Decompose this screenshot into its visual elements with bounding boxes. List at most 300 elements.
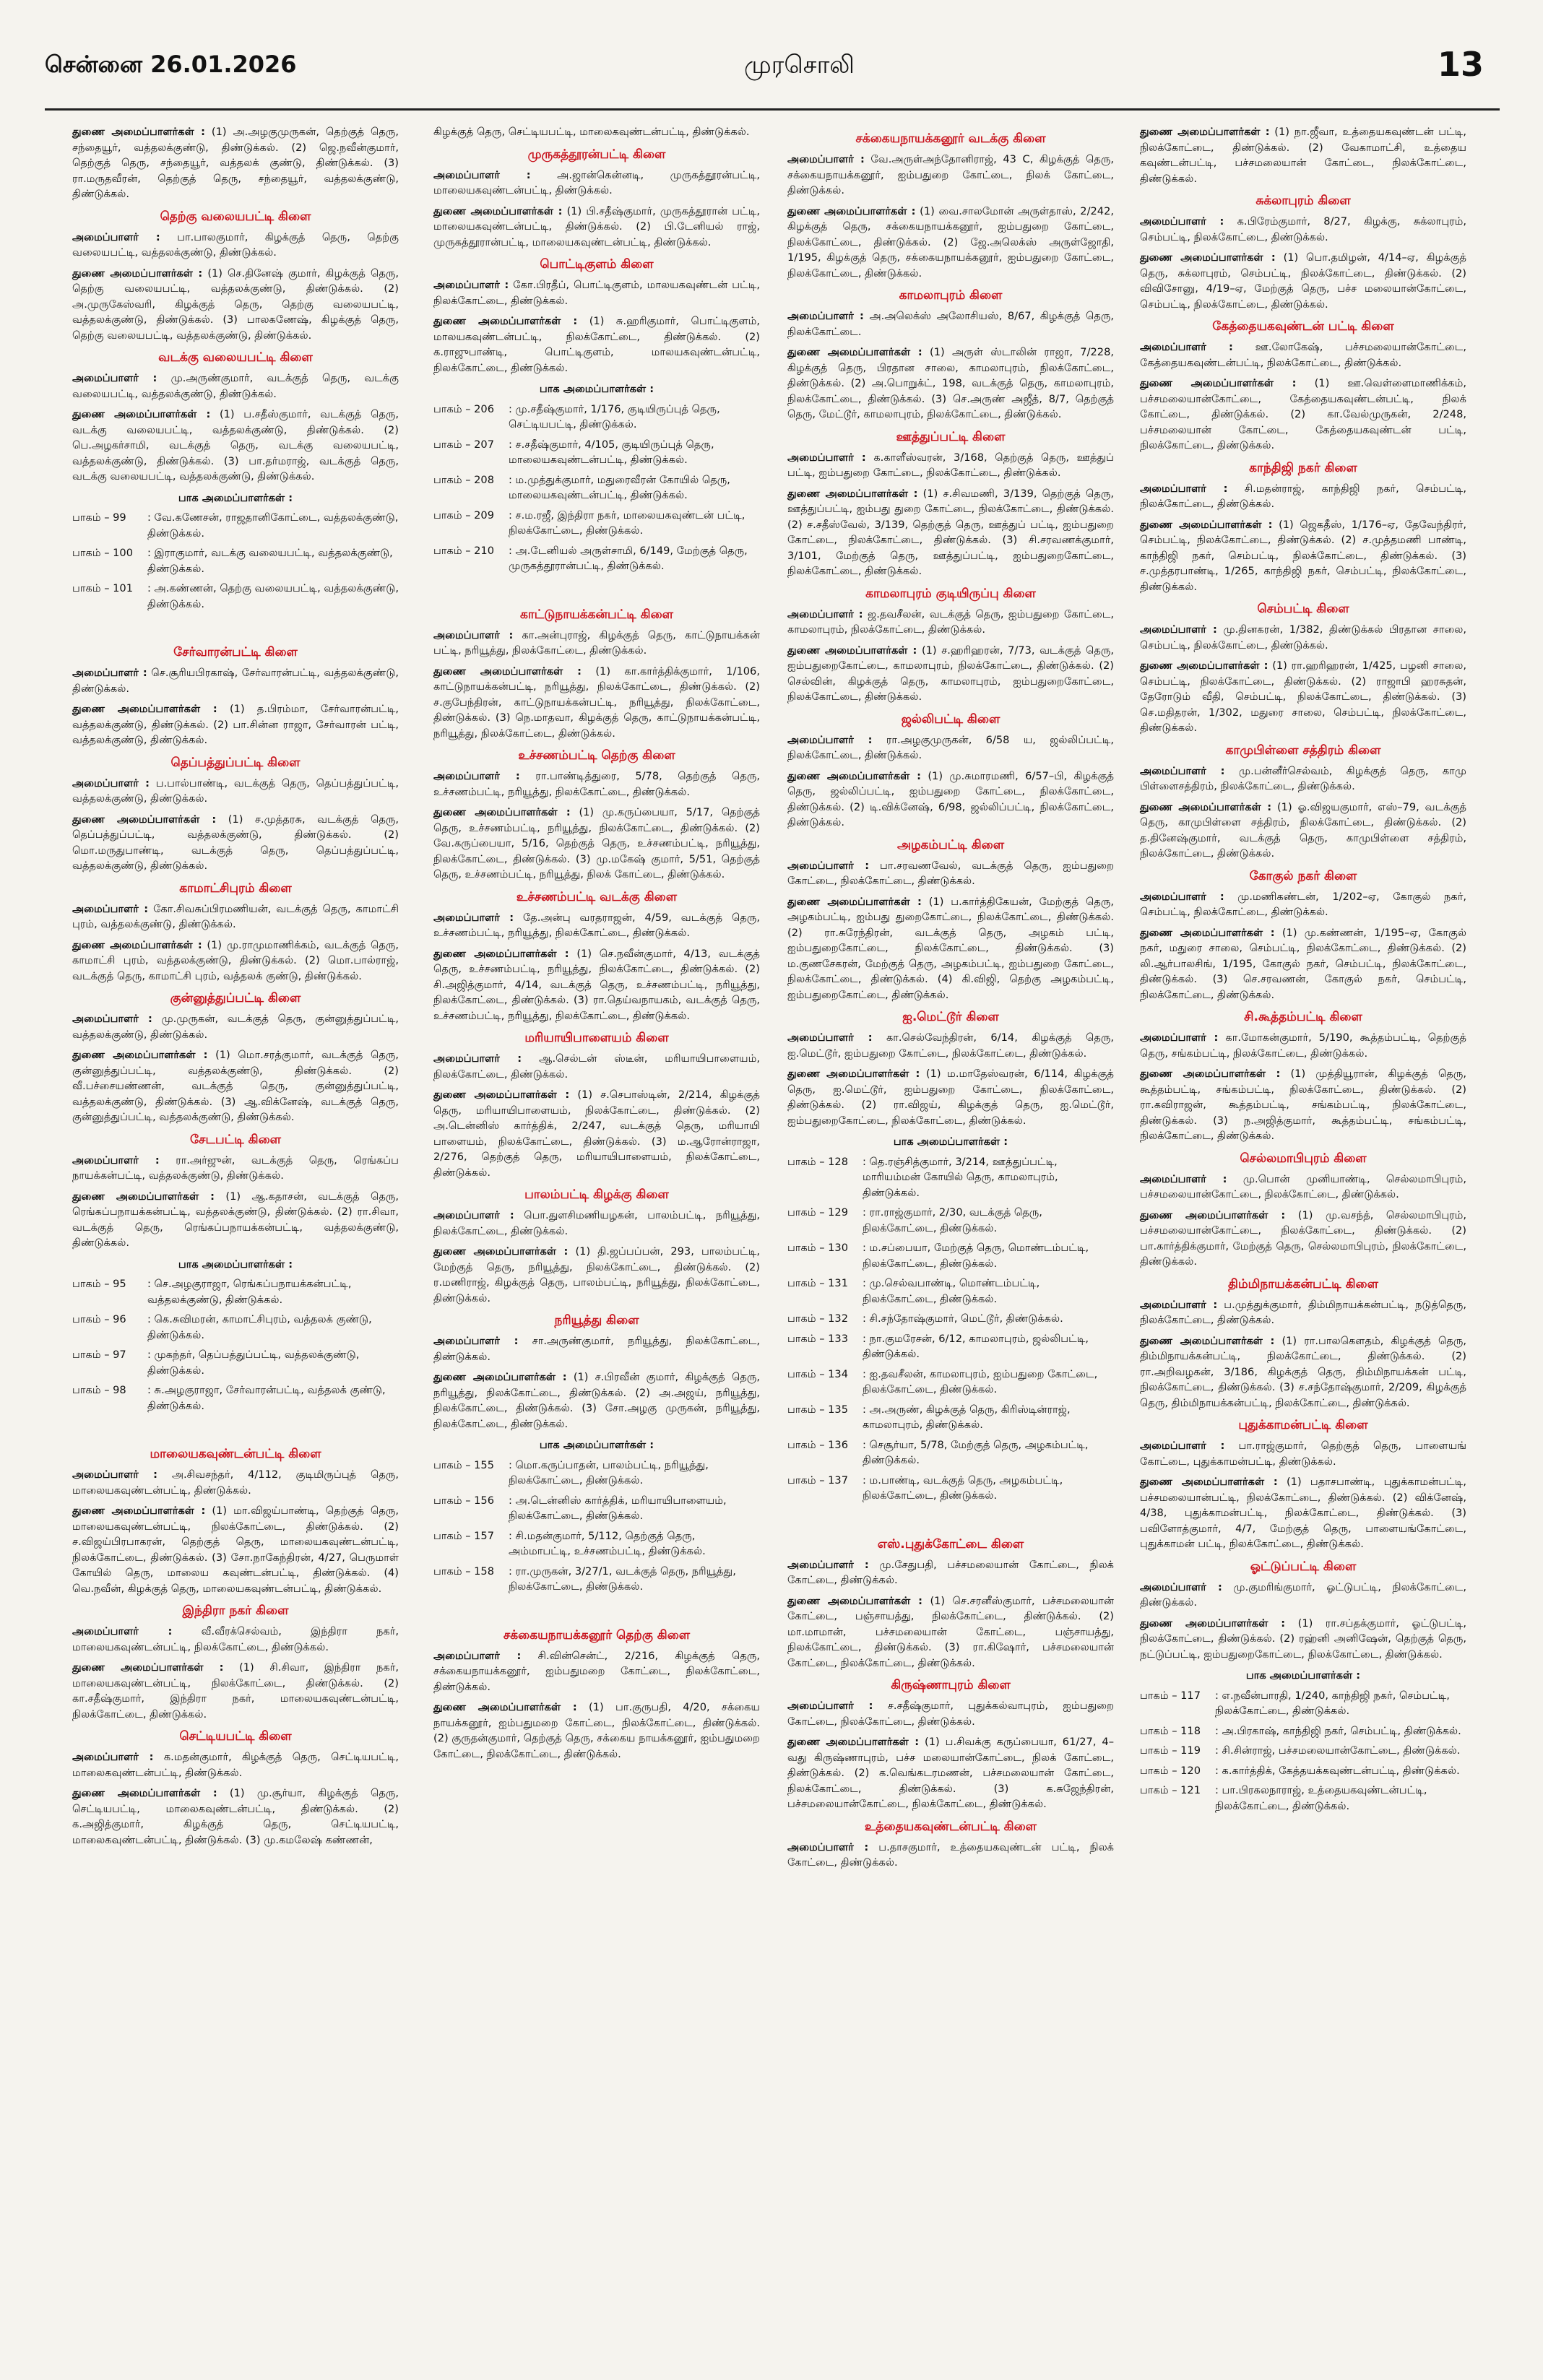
deputy-label: துணை அமைப்பாளர்கள் : (72, 1661, 224, 1674)
branch-title: கோகுல் நகர் கிளை (1249, 868, 1357, 883)
deputy-names: (1) ப.சதீஸ்குமார், வடக்குத் தெரு, வடக்கு வலையபட்டி, வத்தலக்குண்டு, திண்டுக்கல். (2) பெ.அழகர்சாமி, வடக்குத் தெரு, வடக்கு வலையபட்டி, வத்தலக்குண்டு, திண்டுக்கல். (3) பா.தர்மராஜ், வடக்குத் தெரு, வடக்கு வலையபட்டி, வத்தலக்குண்டு, திண்டுக்கல். (72, 408, 399, 483)
booth-number: பாகம் – 132 (787, 1312, 848, 1325)
booth-row (72, 1276, 399, 1312)
organizer-label: அமைப்பாளர் : (787, 1031, 873, 1044)
branch-section (433, 256, 760, 600)
booth-row (787, 1205, 1114, 1240)
branch-section (72, 1602, 399, 1722)
organizer-label: அமைப்பாளர் : (1140, 1298, 1218, 1311)
booth-row (787, 1331, 1114, 1367)
booth-number: பாகம் – 117 (1140, 1689, 1201, 1702)
branch-title: நரியூத்து கிளை (554, 1313, 639, 1328)
booth-row (787, 1311, 1114, 1331)
branch-section (433, 124, 760, 140)
deputy-organizers-entry (787, 894, 1114, 1003)
organizer-entry (72, 776, 399, 807)
deputy-label: துணை அமைப்பாளர்கள் : (433, 665, 582, 678)
booth-organizer: : அ.டென்னிஸ் கார்த்திக், மரியாயிபாளையம், நிலக்கோட்டை, திண்டுக்கல். (509, 1494, 727, 1522)
booth-number: பாகம் – 207 (433, 438, 494, 451)
booth-row (787, 1240, 1114, 1276)
organizer-label: அமைப்பாளர் : (787, 733, 873, 746)
deputy-label: துணை அமைப்பாளர்கள் : (72, 267, 203, 280)
branch-section (1140, 459, 1466, 595)
branch-section (72, 1445, 399, 1596)
organizer-label: அமைப்பாளர் : (433, 628, 514, 641)
booth-organizers-heading: பாக அமைப்பாளர்கள் : (539, 383, 654, 395)
organizer-label: அமைப்பாளர் : (433, 1052, 522, 1065)
deputy-organizers-entry (787, 486, 1114, 579)
booth-organizer: : சி.மதன்குமார், 5/112, தெற்குத் தெரு, அம்மாபட்டி, உச்சணம்பட்டி, திண்டுக்கல். (509, 1529, 706, 1557)
branch-section (1140, 192, 1466, 312)
deputy-names: (1) ப.கார்த்திகேயன், மேற்குத் தெரு, அழகம்பட்டி, ஐம்பது துறைகோட்டை, நிலக்கோட்டை, திண்டுக்கல். (2) ரா.சுரேந்திரன், வடக்குத் தெரு, அழகம் பட்டி, ஐம்பதுறைகோட்டை, நிலக்கோட்டை, திண்டுக்கல். (3) ம.குணசேகரன், மேற்குத் தெரு, அழகம்பட்டி, ஐம்பதுறை கோட்டை, நிலக்கோட்டை, திண்டுக்கல். (4) கி.விஜி, தெற்கு அழகம்பட்டி, ஐம்பதுறைகோட்டை, திண்டுக்கல். (787, 895, 1114, 1001)
booth-organizers-heading: பாக அமைப்பாளர்கள் : (1245, 1669, 1361, 1682)
organizer-name: ஜ.தவசீலன், வடக்குத் தெரு, ஐம்பதுறை கோட்டை, காமலாபுரம், நிலக்கோட்டை, திண்டுக்கல். (787, 607, 1115, 636)
organizer-label: அமைப்பாளர் : (787, 1700, 873, 1712)
branch-section (787, 711, 1114, 831)
deputy-label: துணை அமைப்பாளர்கள் : (433, 1245, 569, 1258)
organizer-entry (1140, 763, 1466, 795)
deputy-label: துணை அமைப்பாளர்கள் : (433, 1371, 567, 1383)
booth-number: பாகம் – 128 (787, 1155, 848, 1168)
deputy-names: (1) மொ.சரத்குமார், வடக்குத் தெரு, குன்னுத்துப்பட்டி, வத்தலக்குண்டு, திண்டுக்கல். (2) வீ.பச்சையண்ணன், வடக்குத் தெரு, குன்னுத்துப்பட்டி, வத்தலக்குண்டு, திண்டுக்கல். (3) ஆ.விக்னேஷ், வடக்குத் தெரு, குன்னுத்துப்பட்டி, வத்தலக்குண்டு, திண்டுக்கல். (72, 1049, 399, 1123)
organizer-name: ஊ.லோகேஷ், பச்சமலையான்கோட்டை, கேத்தையகவுண்டன்பட்டி, நிலக்கோட்டை, திண்டுக்கல். (1140, 341, 1466, 369)
booth-organizer: : ம.முத்துக்குமார், மதுரைவீரன் கோயில் தெரு, மாலையகவுண்டன்பட்டி, திண்டுக்கல். (509, 473, 730, 501)
organizer-entry (787, 308, 1114, 339)
deputy-organizers-entry (433, 805, 760, 883)
organizer-entry (1140, 214, 1466, 245)
booth-number: பாகம் – 210 (433, 544, 494, 557)
organizer-entry (1140, 622, 1466, 653)
deputy-names: (1) பி.சதீஷ்குமார், முருகத்தூரான் பட்டி, மாலையகவுண்டன்பட்டி, திண்டுக்கல். (2) பி.டேனியல் ராஜ், முருகத்தூரான்பட்டி, மாலையகவுண்டன்பட்டி, திண்டுக்கல். (433, 204, 761, 248)
deputy-names: (1) த.பிரம்மா, சேர்வாரன்பட்டி, வத்தலக்குண்டு, திண்டுக்கல். (2) பா.சின்ன ராஜா, சேர்வாரன் பட்டி, வத்தலக்குண்டு, திண்டுக்கல். (72, 703, 399, 746)
deputy-label: துணை அமைப்பாளர்கள் : (72, 126, 205, 138)
organizer-name: ப.தாசகுமார், உத்தையகவுண்டன் பட்டி, நிலக் கோட்டை, திண்டுக்கல். (787, 1840, 1115, 1869)
booth-number: பாகம் – 118 (1140, 1724, 1201, 1737)
header-rule (45, 108, 1500, 111)
organizer-name: சி.மதன்ராஜ், காந்திஜி நகர், செம்பட்டி, நிலக்கோட்டை, திண்டுக்கல். (1140, 482, 1467, 510)
organizer-name: சா.அருண்குமார், நரியூத்து, நிலக்கோட்டை, திண்டுக்கல். (433, 1335, 761, 1363)
organizer-entry (787, 1840, 1114, 1871)
branch-title: உச்சணம்பட்டி வடக்கு கிளை (516, 889, 678, 904)
branch-title: பொட்டிகுளம் கிளை (540, 257, 654, 272)
branch-title: காமாட்சிபுரம் கிளை (179, 880, 292, 896)
deputy-organizers-entry (433, 1087, 760, 1180)
branch-section (787, 1536, 1114, 1671)
branch-title: ஜல்லிபட்டி கிளை (901, 711, 1000, 727)
organizer-entry (1140, 481, 1466, 512)
organizer-name: கா.மோகன்குமார், 5/190, கூத்தம்பட்டி, தெற்குத் தெரு, சங்கம்பட்டி, நிலக்கோட்டை, திண்டுக்கல். (1140, 1031, 1466, 1060)
deputy-names: (1) தி.ஜப்பப்பன், 293, பாலம்பட்டி, மேற்குத் தெரு, நரியூத்து, நிலக்கோட்டை, திண்டுக்கல். (2) ர.மணிராஜ், கிழக்குத் தெரு, பாலம்பட்டி, நரியூத்து, நிலக்கோட்டை, திண்டுக்கல். (433, 1245, 761, 1304)
booth-organizer: : இராகுமார், வடக்கு வலையபட்டி, வத்தலக்குண்டு, திண்டுக்கல். (147, 547, 393, 575)
organizer-label: அமைப்பாளர் : (433, 168, 531, 181)
booth-number: பாகம் – 135 (787, 1403, 848, 1416)
deputy-organizers-entry (433, 664, 760, 742)
branch-title: சுக்லாபுரம் கிளை (1255, 194, 1351, 208)
deputy-organizers-entry (72, 124, 399, 202)
booth-organizer: : ம.பாண்டி, வடக்குத் தெரு, அழகம்பட்டி, நிலக்கோட்டை, திண்டுக்கல். (863, 1474, 1063, 1502)
organizer-label: அமைப்பாளர் : (1140, 623, 1217, 636)
deputy-names: (1) செ.தினேஷ் குமார், கிழக்குத் தெரு, தெற்கு வலையபட்டி, வத்தலக்குண்டு, திண்டுக்கல். (2) அ.முருகேஸ்வரி, கிழக்குத் தெரு, தெற்கு வலையபட்டி, வத்தலக்குண்டு, திண்டுக்கல். (3) பாலகணேஷ், கிழக்குத் தெரு, தெற்கு வலையபட்டி, வத்தலக்குண்டு, திண்டுக்கல். (72, 267, 399, 342)
organizer-name: ஆ.செல்டன் ஸ்டீன், மரியாயிபாளையம், நிலக்கோட்டை, திண்டுக்கல். (433, 1052, 761, 1081)
booth-organizer: : அ.டேனியல் அருள்சாமி, 6/149, மேற்குத் தெரு, முருகத்தூரான்பட்டி, திண்டுக்கல். (509, 544, 748, 572)
organizer-name: பா.சரவணவேல், வடக்குத் தெரு, ஐம்பதுறை கோட்டை, நிலக்கோட்டை, திண்டுக்கல். (787, 859, 1115, 887)
booth-number: பாகம் – 131 (787, 1277, 848, 1289)
organizer-entry (1140, 889, 1466, 920)
organizer-name: மு.குமரிங்குமார், ஓட்டுபட்டி, நிலக்கோட்டை, திண்டுக்கல். (1140, 1580, 1467, 1609)
deputy-names: (1) கா.கார்த்திக்குமார், 1/106, காட்டுநாயக்கன்பட்டி, நரியூத்து, நிலக்கோட்டை, திண்டுக்கல். (2) ச.குபேந்திரன், காட்டுநாயக்கன்பட்டி, நரியூத்து, நிலக்கோட்டை, திண்டுக்கல். (3) நெ.மாதவா, கிழக்குத் தெரு, காட்டுநாயக்கன்பட்டி, நரியூத்து, நிலக்கோட்டை, திண்டுக்கல். (433, 665, 760, 740)
branch-section (72, 880, 399, 985)
booth-number: பாகம் – 157 (433, 1529, 494, 1542)
booth-organizer: : அ.பிரகாஷ், காந்திஜி நகர், செம்பட்டி, திண்டுக்கல். (1215, 1724, 1461, 1737)
organizer-label: அமைப்பாளர் : (787, 607, 863, 620)
organizer-label: அமைப்பாளர் : (787, 1840, 869, 1853)
branch-section (1140, 1558, 1466, 1840)
booth-row (433, 543, 760, 579)
booth-table (72, 510, 399, 616)
booth-organizer: : அ.அருண், கிழக்குத் தெரு, கிரிஸ்டின்ராஜ், காமலாபுரம், திண்டுக்கல். (863, 1403, 1071, 1431)
branch-title: உத்தையகவுண்டன்பட்டி கிளை (864, 1819, 1037, 1834)
organizer-label: அமைப்பாளர் : (1140, 482, 1228, 495)
branch-title: புதுக்காமன்பட்டி கிளை (1238, 1418, 1368, 1432)
section-gap (433, 1604, 760, 1621)
deputy-organizers-entry (433, 946, 760, 1024)
booth-number: பாகம் – 95 (72, 1278, 126, 1290)
booth-row (433, 402, 760, 437)
organizer-name: கோ.பிரதீப், பொட்டிகுளம், மாலயகவுண்டன் பட்டி, நிலக்கோட்டை, திண்டுக்கல். (433, 279, 761, 307)
branch-section (1140, 124, 1466, 186)
organizer-label: அமைப்பாளர் : (72, 667, 147, 679)
branch-title: சேர்வாரன்பட்டி கிளை (173, 645, 298, 659)
branch-title: பாலம்பட்டி கிழக்கு கிளை (524, 1187, 669, 1202)
organizer-entry (433, 769, 760, 800)
booth-row (1140, 1688, 1466, 1723)
booth-row (433, 437, 760, 472)
organizer-name: ரா.அர்ஜுன், வடக்குத் தெரு, ரெங்கப்ப நாயக்கன்பட்டி, வத்தலக்குண்டு, திண்டுக்கல். (72, 1154, 399, 1182)
deputy-names: (1) ச.முத்தரசு, வடக்குத் தெரு, தெப்பத்துப்பட்டி, வத்தலக்குண்டு, திண்டுக்கல். (2) மொ.மருதுபாண்டி, வடக்குத் தெரு, தெப்பத்துப்பட்டி, வத்தலக்குண்டு, திண்டுக்கல். (72, 813, 399, 872)
booth-organizer: : கெ.சுவிமரன், காமாட்சிபுரம், வத்தலக் குண்டு, திண்டுக்கல். (147, 1313, 372, 1341)
deputy-names: (1) மு.வசந்த், செல்லமாபிபுரம், பச்சமலையான்கோட்டை, நிலக்கோட்டை, திண்டுக்கல். (2) பா.கார்த்திக்குமார், மேற்குத் தெரு, செல்லமாபிபுரம், நிலக்கோட்டை, திண்டுக்கல். (1140, 1208, 1466, 1268)
organizer-label: அமைப்பாளர் : (72, 1625, 173, 1637)
deputy-organizers-entry (787, 1734, 1114, 1812)
booth-table (72, 1276, 399, 1418)
column-4 (1140, 124, 1466, 1844)
booth-table (433, 1458, 760, 1599)
organizer-name: மு.பன்னீர்செல்வம், கிழக்குத் தெரு, காமு பிள்ளைசத்திரம், நிலக்கோட்டை, திண்டுக்கல். (1140, 764, 1467, 792)
booth-organizer: : வே.கணேசன், ராஜதானிகோட்டை, வத்தலக்குண்டு, திண்டுக்கல். (147, 511, 399, 540)
organizer-entry (72, 1153, 399, 1184)
organizer-entry (787, 858, 1114, 889)
booth-number: பாகம் – 133 (787, 1332, 848, 1345)
organizer-name: பொ.துளசிமணியழகன், பாலம்பட்டி, நரியூத்து, நிலக்கோட்டை, திண்டுக்கல். (433, 1209, 761, 1237)
branch-section (72, 124, 399, 202)
branch-title: கேத்தையகவுண்டன் பட்டி கிளை (1212, 319, 1394, 334)
booth-number: பாகம் – 119 (1140, 1744, 1201, 1757)
branch-title: வடக்கு வலையபட்டி கிளை (158, 350, 313, 365)
organizer-label: அமைப்பாளர் : (1140, 215, 1224, 228)
deputy-label: துணை அமைப்பாளர்கள் : (72, 1505, 206, 1517)
deputy-names: (1) ஜெகதீஸ், 1/176–ஏ, தேவேந்திரர், செம்பட்டி, நிலக்கோட்டை, திண்டுக்கல். (2) ச.முத்தமணி பாண்டி, காந்திஜி நகர், செம்பட்டி, நிலக்கோட்டை, திண்டுக்கல். (3) ச.முத்தரபாண்டி, 1/265, காந்திஜி நகர், செம்பட்டி, நிலக்கோட்டை, திண்டுக்கல். (1140, 518, 1466, 593)
organizer-label: அமைப்பாளர் : (72, 902, 149, 915)
branch-section (787, 836, 1114, 1003)
organizer-label: அமைப்பாளர் : (1140, 1031, 1219, 1044)
organizer-label: அமைப்பாளர் : (433, 1335, 519, 1347)
deputy-organizers-entry (1140, 800, 1466, 862)
deputy-label: துணை அமைப்பாளர்கள் : (1140, 1617, 1286, 1630)
branch-title: செம்பட்டி கிளை (1257, 602, 1349, 616)
organizer-entry (1140, 1580, 1466, 1611)
organizer-name: ரா.அழகுமுருகன், 6/58 ய, ஜல்லிப்பட்டி, நிலக்கோட்டை, திண்டுக்கல். (787, 733, 1114, 761)
deputy-label: துணை அமைப்பாளர்கள் : (72, 1190, 215, 1203)
branch-section (1140, 1150, 1466, 1270)
booth-organizers-heading: பாக அமைப்பாளர்கள் : (539, 1439, 654, 1451)
deputy-names: (1) ஆ.கதாசன், வடக்குத் தெரு, ரெங்கப்பநாயக்கன்பட்டி, வத்தலக்குண்டு, திண்டுக்கல். (2) ரா.சிவா, வடக்குத் தெரு, ரெங்கப்பநாயக்கன்பட்டி, வத்தலக்குண்டு, திண்டுக்கல். (72, 1190, 399, 1249)
organizer-label: அமைப்பாளர் : (72, 230, 160, 243)
organizer-entry (433, 1648, 760, 1695)
deputy-label: துணை அமைப்பாளர்கள் : (787, 895, 922, 908)
organizer-name: கோ.சிவசுப்பிரமணியன், வடக்குத் தெரு, காமாட்சி புரம், வத்தலக்குண்டு, திண்டுக்கல். (72, 902, 399, 930)
organizer-label: அமைப்பாளர் : (433, 1209, 514, 1221)
deputy-label: துணை அமைப்பாளர்கள் : (787, 346, 922, 358)
deputy-organizers-entry (1140, 658, 1466, 736)
page-number: 13 (1438, 45, 1484, 84)
deputy-names: (1) மா.விஜய்பாண்டி, தெற்குத் தெரு, மாலையகவுண்டன்பட்டி, நிலக்கோட்டை, திண்டுக்கல். (2) ச.விஜய்பிரபாகரன், தெற்குத் தெரு, மாலையகவுண்டன்பட்டி, நிலக்கோட்டை, திண்டுக்கல். (3) சோ.நாகேந்திரன், 4/27, பெருமாள் கோயில் தெரு, மாலைய கவுண்டன்பட்டி, திண்டுக்கல். (4) வெ.நவீன், கிழக்குத் தெரு, மாலையகவுண்டன்பட்டி, திண்டுக்கல். (72, 1505, 399, 1595)
branch-title: இந்திரா நகர் கிளை (182, 1604, 289, 1618)
organizer-name: மு.முருகன், வடக்குத் தெரு, குன்னுத்துப்பட்டி, வத்தலக்குண்டு, திண்டுக்கல். (72, 1013, 399, 1041)
booth-organizer: : பா.பிரகலநாராஜ், உத்தையகவுண்டன்பட்டி, நிலக்கோட்டை, திண்டுக்கல். (1215, 1784, 1427, 1812)
deputy-organizers-entry (72, 1660, 399, 1722)
branch-title: ஓட்டுப்பட்டி கிளை (1250, 1559, 1357, 1574)
branch-title: தெற்கு வலையபட்டி கிளை (160, 209, 311, 224)
organizer-entry (1140, 1030, 1466, 1061)
organizer-name: மு.அருண்குமார், வடக்குத் தெரு, வடக்கு வலையபட்டி, வத்தலக்குண்டு, திண்டுக்கல். (72, 372, 399, 400)
branch-section (72, 1131, 399, 1440)
booth-organizer: : ச.சதீஷ்குமார், 4/105, குடியிருப்புத் தெரு, மாலையகவுண்டன்பட்டி, திண்டுக்கல். (509, 438, 714, 466)
organizer-name: செ.சூரியபிரகாஷ், சேர்வாரன்பட்டி, வத்தலக்குண்டு, திண்டுக்கல். (72, 667, 399, 695)
deputy-organizers-entry (72, 701, 399, 748)
booth-row (72, 510, 399, 545)
booth-number: பாகம் – 156 (433, 1494, 494, 1507)
deputy-organizers-entry (72, 938, 399, 985)
section-gap (72, 1422, 399, 1440)
booth-number: பாகம் – 97 (72, 1349, 126, 1361)
booth-number: பாகம் – 98 (72, 1384, 126, 1396)
branch-section (787, 1008, 1114, 1530)
booth-organizer: : செசூர்யா, 5/78, மேற்குத் தெரு, அழகம்பட்டி, திண்டுக்கல். (863, 1438, 1089, 1466)
deputy-names: (1) மு.ராமுமாணிக்கம், வடக்குத் தெரு, காமாட்சி புரம், வத்தலக்குண்டு, திண்டுக்கல். (2) மொ.பால்ராஜ், வடக்குத் தெரு, காமாட்சி புரம், வத்தலக் குண்டு, திண்டுக்கல். (72, 938, 399, 982)
deputy-label: துணை அமைப்பாளர்கள் : (72, 1787, 217, 1799)
deputy-organizers-entry (787, 345, 1114, 423)
branch-title: முருகத்தூரன்பட்டி கிளை (527, 147, 666, 162)
booth-table (1140, 1688, 1466, 1819)
organizer-name: ப.பால்பாண்டி, வடக்குத் தெரு, தெப்பத்துப்பட்டி, வத்தலக்குண்டு, திண்டுக்கல். (72, 776, 399, 805)
deputy-organizers-entry (433, 1369, 760, 1432)
deputy-names: (1) ச.சிவமணி, 3/139, தெற்குத் தெரு, ஊத்துப்பட்டி, ஐம்பது துறை கோட்டை, நிலக்கோட்டை, திண்டுக்கல். (2) ச.சதீஸ்வேல், 3/139, தெற்குத் தெரு, ஊத்துப் பட்டி, ஐம்பதுறை கோட்டை, நிலக்கோட்டை, திண்டுக்கல். (3) சி.சரவணக்குமார், 3/101, மேற்குத் தெரு, ஊத்துப்பட்டி, ஐம்பதுறைகோட்டை, நிலக்கோட்டை, திண்டுக்கல். (787, 487, 1115, 577)
deputy-names: (1) பா.குருபதி, 4/20, சக்கைய நாயக்கனூர், ஐம்பதுமறை கோட்டை, நிலக்கோட்டை, திண்டுக்கல். (2) குருதன்குமார், தெற்குத் தெரு, சக்கைய நாயக்கனூர், ஐம்பதுமறை கோட்டை, நிலக்கோட்டை, திண்டுக்கல். (433, 1701, 760, 1760)
deputy-organizers-entry (433, 1700, 760, 1762)
organizer-label: அமைப்பாளர் : (72, 1154, 160, 1167)
branch-title: செட்டியபட்டி கிளை (179, 1729, 292, 1744)
branch-title: காட்டுநாயக்கன்பட்டி கிளை (519, 607, 674, 622)
organizer-entry (72, 371, 399, 402)
booth-row (787, 1367, 1114, 1402)
deputy-names: (1) ரா.சப்தக்குமார், ஓட்டுபட்டி, நிலக்கோட்டை, திண்டுக்கல். (2) ரஹ்னி அனிஷேன், தெற்குத் தெரு, நட்டுப்பட்டி, ஐம்பதுறைகோட்டை, நிலக்கோட்டை, திண்டுக்கல். (1140, 1617, 1466, 1661)
deputy-organizers-entry (1140, 250, 1466, 312)
deputy-organizers-entry (1140, 376, 1466, 454)
deputy-names: (1) வை.சாலமோன் அருள்தாஸ், 2/242, கிழக்குத் தெரு, சக்கையநாயக்கனூர், ஐம்பதுறை கோட்டை, நிலக்கோட்டை, திண்டுக்கல். (2) ஜே.அலெக்ஸ் அருள்ஜோதி, 1/195, கிழக்குத் தெரு, சக்கையநாயக்கனூர், ஐம்பதுறை கோட்டை, நிலக்கோட்டை, திண்டுக்கல். (787, 204, 1115, 280)
booth-row (787, 1276, 1114, 1311)
organizer-entry (787, 450, 1114, 481)
column-2 (433, 124, 760, 1767)
branch-title: மரியாயிபாளையம் கிளை (524, 1031, 669, 1045)
booth-organizer: : க.கார்த்திக், கேத்தயக்கவுண்டன்பட்டி, திண்டுக்கல். (1215, 1764, 1460, 1777)
branch-section (72, 1728, 399, 1848)
branch-section (1140, 742, 1466, 862)
deputy-names: (1) மு.சூர்யா, கிழக்குத் தெரு, செட்டியபட்டி, மாலைகவுண்டன்பட்டி, திண்டுக்கல். (2) க.அஜித்குமார், கிழக்குத் தெரு, செட்டியபட்டி, மாலைகவுண்டன்பட்டி, திண்டுக்கல். (3) மு.கமலேஷ் கண்ணன், (72, 1787, 399, 1846)
booth-number: பாகம் – 134 (787, 1367, 848, 1380)
booth-organizer: : ரா.முருகன், 3/27/1, வடக்குத் தெரு, நரியூத்து, நிலக்கோட்டை, திண்டுக்கல். (509, 1565, 736, 1593)
branch-title: அழகம்பட்டி கிளை (896, 837, 1005, 852)
organizer-entry (433, 1051, 760, 1082)
branch-section (72, 990, 399, 1125)
booth-organizer: : மொ.கருப்பாதன், பாலம்பட்டி, நரியூத்து, நிலக்கோட்டை, திண்டுக்கல். (509, 1458, 709, 1487)
branch-section (433, 888, 760, 1024)
section-gap (1140, 1822, 1466, 1840)
branch-section (1140, 1008, 1466, 1144)
deputy-organizers-entry (1140, 1066, 1466, 1144)
organizer-entry (72, 1011, 399, 1042)
booth-table (787, 1154, 1114, 1508)
deputy-organizers-entry (1140, 1616, 1466, 1663)
booth-number: பாகம் – 206 (433, 402, 494, 415)
booth-organizer: : ம.சப்பையா, மேற்குத் தெரு, மொண்டம்பட்டி, நிலக்கோட்டை, திண்டுக்கல். (863, 1242, 1089, 1270)
organizer-label: அமைப்பாளர் : (72, 1468, 157, 1481)
booth-number: பாகம் – 99 (72, 511, 126, 524)
deputy-organizers-entry (72, 812, 399, 874)
organizer-name: ரா.பாண்டித்துரை, 5/78, தெற்குத் தெரு, உச்சணம்பட்டி, நரியூத்து, நிலக்கோட்டை, திண்டுக்கல். (433, 770, 760, 798)
booth-number: பாகம் – 158 (433, 1565, 494, 1578)
deputy-names: (1) ரா.ஹரிஹரன், 1/425, பழனி சாலை, செம்பட்டி, நிலக்கோட்டை, திண்டுக்கல். (2) ராஜாபி ஹரசுதன், தேரோடும் வீதி, செம்பட்டி, நிலக்கோட்டை, திண்டுக்கல். (3) செ.மதிதரன், 1/302, மதுரை சாலை, செம்பட்டி, நிலக்கோட்டை, திண்டுக்கல். (1140, 659, 1466, 734)
organizer-label: அமைப்பாளர் : (1140, 1440, 1225, 1452)
booth-organizer: : ஐ.தவசீலன், காமலாபுரம், ஐம்பதுறை கோட்டை, நிலக்கோட்டை, திண்டுக்கல். (863, 1367, 1098, 1395)
deputy-label: துணை அமைப்பாளர்கள் : (1140, 800, 1272, 813)
deputy-label: துணை அமைப்பாளர்கள் : (433, 947, 569, 960)
deputy-organizers-entry (787, 769, 1114, 831)
organizer-name: கா.அன்புராஜ், கிழக்குத் தெரு, காட்டுநாயக்கன் பட்டி, நரியூத்து, நிலக்கோட்டை, திண்டுக்கல். (433, 628, 760, 657)
deputy-organizers-entry (433, 313, 760, 376)
deputy-label: துணை அமைப்பாளர்கள் : (1140, 518, 1273, 531)
masthead (0, 0, 1543, 87)
organizer-entry (1140, 339, 1466, 371)
organizer-entry (787, 607, 1114, 638)
organizer-name: பா.ராஜ்குமார், தெற்குத் தெரு, பாளையங் கோட்டை, புதுக்காமன்பட்டி, திண்டுக்கல். (1140, 1440, 1466, 1468)
booth-organizer: : மு.செல்வபாண்டி, மொண்டம்பட்டி, நிலக்கோட்டை, திண்டுக்கல். (863, 1277, 1040, 1305)
booth-number: பாகம் – 100 (72, 547, 133, 559)
deputy-label: துணை அமைப்பாளர்கள் : (1140, 126, 1270, 138)
branch-title: கிருஷ்ணாபுரம் கிளை (891, 1678, 1011, 1692)
organizer-label: அமைப்பாளர் : (787, 310, 864, 322)
deputy-organizers-entry (1140, 124, 1466, 186)
booth-organizer: : தெ.ரஞ்சித்குமார், 3/214, ஊத்துப்பட்டி, மாரியம்மன் கோயில் தெரு, காமலாபுரம், திண்டுக்கல். (863, 1155, 1058, 1199)
newspaper-name: முரசொலி (744, 51, 855, 79)
deputy-names: (1) ச.பிரவீன் குமார், கிழக்குத் தெரு, நரியூத்து, நிலக்கோட்டை, திண்டுக்கல். (2) அ.அஜய், நரியூத்து, நிலக்கோட்டை, திண்டுக்கல். (3) சோ.அழகு முருகன், நரியூத்து, நிலக்கோட்டை, திண்டுக்கல். (433, 1371, 760, 1430)
branch-title: ஊத்துப்பட்டி கிளை (896, 429, 1006, 444)
organizer-label: அமைப்பாளர் : (787, 451, 866, 464)
branch-section (433, 1186, 760, 1306)
organizer-entry (72, 1624, 399, 1655)
section-gap (787, 1513, 1114, 1530)
booth-number: பாகம் – 120 (1140, 1764, 1201, 1777)
booth-number: பாகம் – 96 (72, 1313, 126, 1325)
organizer-name: கா.செல்வேந்திரன், 6/14, கிழக்குத் தெரு, ஐ.மெட்டூர், ஐம்பதுறை கோட்டை, நிலக்கோட்டை, திண்டுக்கல். (787, 1031, 1115, 1060)
booth-row (433, 508, 760, 543)
booth-organizer: : சி.சின்ராஜ், பச்சமலையான்கோட்டை, திண்டுக்கல். (1215, 1744, 1461, 1757)
deputy-label: துணை அமைப்பாளர்கள் : (433, 204, 563, 217)
organizer-label: அமைப்பாளர் : (787, 859, 870, 872)
booth-row (1140, 1743, 1466, 1763)
booth-organizer: : மு.சதீஷ்குமார், 1/176, குடியிருப்புத் தெரு, செட்டியபட்டி, திண்டுக்கல். (509, 402, 720, 430)
edition-date: சென்னை 26.01.2026 (45, 51, 297, 78)
organizer-name: பா.பாலகுமார், கிழக்குத் தெரு, தெற்கு வலையபட்டி, வத்தலக்குண்டு, திண்டுக்கல். (72, 230, 399, 259)
deputy-names: (1) ப.சிவக்கு கருப்பையா, 61/27, 4–வது கிருஷ்ணாபுரம், பச்ச மலையான்கோட்டை, நிலக் கோட்டை, திண்டுக்கல். (2) க.வெங்கடரமணன், பச்சமலையான் கோட்டை, நிலக்கோட்டை, திண்டுக்கல். (3) க.சுஜேந்திரன், பச்சமலையான்கோட்டை, நிலக்கோட்டை, திண்டுக்கல். (787, 1736, 1115, 1810)
booth-row (1140, 1723, 1466, 1744)
organizer-entry (1140, 1438, 1466, 1469)
booth-row (433, 1564, 760, 1599)
organizer-entry (72, 1749, 399, 1780)
deputy-label: துணை அமைப்பாளர்கள் : (72, 813, 217, 826)
deputy-organizers-entry (72, 1189, 399, 1251)
deputy-organizers-entry (787, 1066, 1114, 1128)
branch-section (72, 349, 399, 638)
organizer-label: அமைப்பாளர் : (72, 1751, 154, 1763)
branch-section (433, 146, 760, 251)
deputy-label: துணை அமைப்பாளர்கள் : (433, 1701, 577, 1713)
branch-title: உச்சணம்பட்டி தெற்கு கிளை (518, 748, 675, 763)
deputy-label: துணை அமைப்பாளர்கள் : (787, 204, 916, 217)
deputy-organizers-entry (72, 407, 399, 485)
deputy-names: (1) மு.சுமாரமணி, 6/57–பி, கிழக்குத் தெரு, ஜல்லிப்பட்டி, ஐம்பதுறை கோட்டை, நிலக்கோட்டை, திண்டுக்கல். (2) டி.விக்னேஷ், 6/98, ஜல்லிப்பட்டி, நிலக்கோட்டை, திண்டுக்கல். (787, 769, 1114, 828)
deputy-organizers-entry (72, 266, 399, 344)
branch-title: எஸ்.புதுக்கோட்டை கிளை (877, 1536, 1024, 1552)
booth-organizers-heading: பாக அமைப்பாளர்கள் : (178, 1258, 293, 1271)
branch-section (1140, 1276, 1466, 1411)
deputy-names: (1) ம.மாதேஸ்வரன், 6/114, கிழக்குத் தெரு, ஐ.மெட்டூர், ஐம்பதுறை கோட்டை, நிலக்கோட்டை, திண்டுக்கல். (2) ரா.விஜய், கிழக்குத் தெரு, ஐ.மெட்டூர், ஐம்பதுறைகோட்டை, நிலக்கோட்டை, திண்டுக்கல். (787, 1068, 1114, 1127)
booth-organizer: : முகந்தர், தெப்பத்துப்பட்டி, வத்தலக்குண்டு, திண்டுக்கல். (147, 1349, 360, 1377)
booth-row (72, 581, 399, 616)
organizer-label: அமைப்பாளர் : (787, 1558, 869, 1571)
organizer-label: அமைப்பாளர் : (433, 770, 520, 782)
organizer-entry (433, 1333, 760, 1364)
booth-row (1140, 1783, 1466, 1818)
organizer-entry (433, 277, 760, 308)
branch-section (787, 1676, 1114, 1812)
branch-section (433, 1627, 760, 1762)
branch-section (433, 747, 760, 883)
organizer-name: சி.வின்சென்ட், 2/216, கிழக்குத் தெரு, சக்கையநாயக்கனூர், ஐம்பதுமறை கோட்டை, நிலக்கோட்டை, திண்டுக்கல். (433, 1649, 760, 1693)
booth-organizer: : அ.கண்ணன், தெற்கு வலையபட்டி, வத்தலக்குண்டு, திண்டுக்கல். (147, 582, 399, 610)
deputy-names: (1) பொ.தமிழன், 4/14–ஏ, கிழக்குத் தெரு, சுக்லாபுரம், செம்பட்டி, நிலக்கோட்டை, திண்டுக்கல். (2) விவிசோனு, 4/19–ஏ, மேற்குத் தெரு, பச்ச மலையான்கோட்டை, செம்பட்டி, நிலக்கோட்டை, திண்டுக்கல். (1140, 251, 1466, 311)
organizer-entry (433, 168, 760, 199)
organizer-label: அமைப்பாளர் : (433, 279, 509, 291)
booth-organizers-heading: பாக அமைப்பாளர்கள் : (178, 491, 293, 504)
booth-organizer: : ரா.ராஜ்குமார், 2/30, வடக்குத் தெரு, நிலக்கோட்டை, திண்டுக்கல். (863, 1206, 1042, 1234)
deputy-names: (1) மு.கருப்பையா, 5/17, தெற்குத் தெரு, உச்சணம்பட்டி, நரியூத்து, நிலக்கோட்டை, திண்டுக்கல். (2) வே.கருப்பையா, 5/16, தெற்குத் தெரு, உச்சணம்பட்டி, நரியூத்து, நிலக்கோட்டை, திண்டுக்கல். (3) மு.மகேஷ் குமார், 5/51, தெற்குத் தெரு, உச்சணம்பட்டி, நரியூத்து, நிலக் கோட்டை, திண்டுக்கல். (433, 806, 761, 880)
booth-row (787, 1473, 1114, 1508)
deputy-organizers-entry (787, 1593, 1114, 1671)
organizer-entry (1140, 1172, 1466, 1203)
organizer-entry (787, 152, 1114, 199)
branch-section (72, 754, 399, 874)
deputy-label: துணை அமைப்பாளர்கள் : (72, 703, 217, 715)
